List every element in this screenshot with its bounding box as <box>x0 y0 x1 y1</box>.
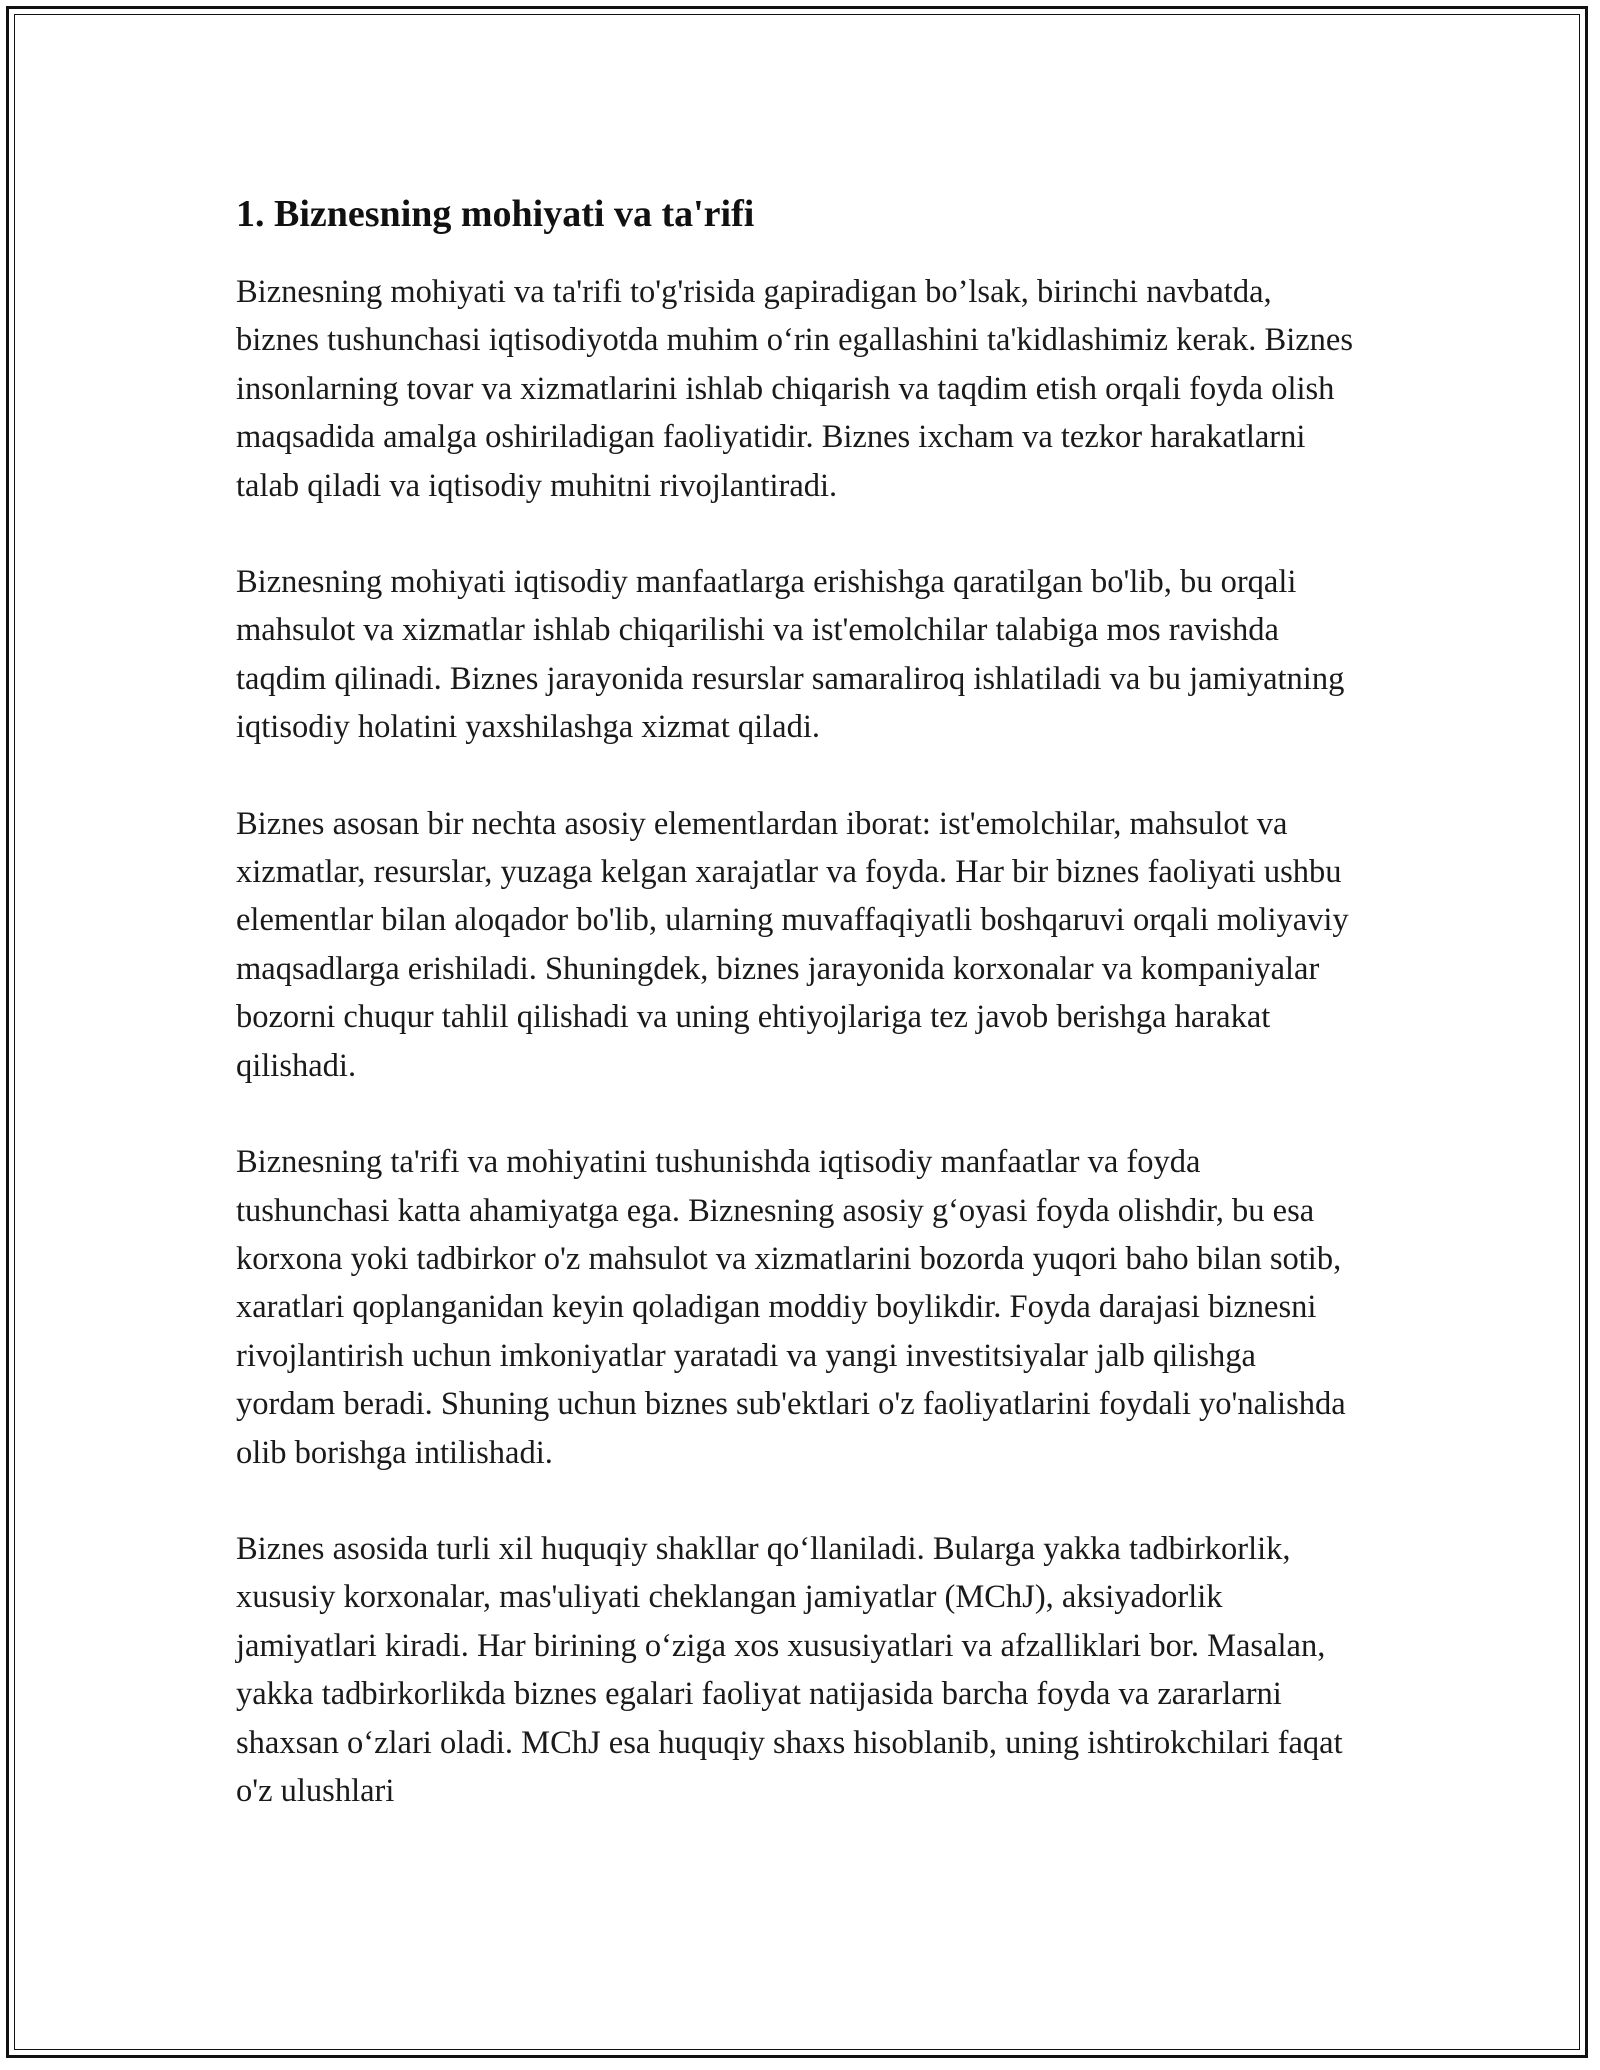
paragraph-1: Biznesning mohiyati va ta'rifi to'g'risida gapiradigan bo’lsak, birinchi navbatda, biznes tushunchasi iqtisodiyotda muhim o‘rin egallashini ta'kidlashimiz kerak. Biznes insonlarning tovar va xizmatlarini ishlab chiqarish va taqdim etish orqali foyda olish maqsadida amalga oshiriladigan faoliyatidir. Biznes ixcham va tezkor harakatlarni talab qiladi va iqtisodiy muhitni rivojlantiradi. <box>236 274 1353 504</box>
paragraph-3: Biznes asosan bir nechta asosiy elementlardan iborat: ist'emolchilar, mahsulot va xizmatlar, resurslar, yuzaga kelgan xarajatlar va foyda. Har bir biznes faoliyati ushbu elementlar bilan aloqador bo'lib, ularning muvaffaqiyatli boshqaruvi orqali moliyaviy maqsadlarga erishiladi. Shuningdek, biznes jarayonida korxonalar va kompaniyalar bozorni chuqur tahlil qilishadi va uning ehtiyojlariga tez javob berishga harakat qilishadi. <box>236 805 1349 1084</box>
paragraph-5: Biznes asosida turli xil huquqiy shakllar qo‘llaniladi. Bularga yakka tadbirkorlik, xususiy korxonalar, mas'uliyati cheklangan jamiyatlar (MChJ), aksiyadorlik jamiyatlari kiradi. Har birining o‘ziga xos xususiyatlari va afzalliklari bor. Masalan, yakka tadbirkorlikda biznes egalari faoliyat natijasida barcha foyda va zararlarni shaxsan o‘zlari oladi. MChJ esa huquqiy shaxs hisoblanib, uning ishtirokchilari faqat o'z ulushlari <box>236 1530 1343 1809</box>
section-heading: 1. Biznesning mohiyati va ta'rifi <box>236 193 755 235</box>
paragraph-4: Biznesning ta'rifi va mohiyatini tushunishda iqtisodiy manfaatlar va foyda tushunchasi katta ahamiyatga ega. Biznesning asosiy g‘oyasi foyda olishdir, bu esa korxona yoki tadbirkor o'z mahsulot va xizmatlarini bozorda yuqori baho bilan sotib, xaratlari qoplanganidan keyin qoladigan moddiy boylikdir. Foyda darajasi biznesni rivojlantirish uchun imkoniyatlar yaratadi va yangi investitsiyalar jalb qilishga yordam beradi. Shuning uchun biznes sub'ektlari o'z faoliyatlarini foydali yo'nalishda olib borishga intilishadi. <box>236 1144 1346 1471</box>
document-body <box>236 186 1356 1863</box>
paragraph-2: Biznesning mohiyati iqtisodiy manfaatlarga erishishga qaratilgan bo'lib, bu orqali mahsulot va xizmatlar ishlab chiqarilishi va ist'emolchilar talabiga mos ravishda taqdim qilinadi. Biznes jarayonida resurslar samaraliroq ishlatiladi va bu jamiyatning iqtisodiy holatini yaxshilashga xizmat qiladi. <box>236 564 1345 746</box>
